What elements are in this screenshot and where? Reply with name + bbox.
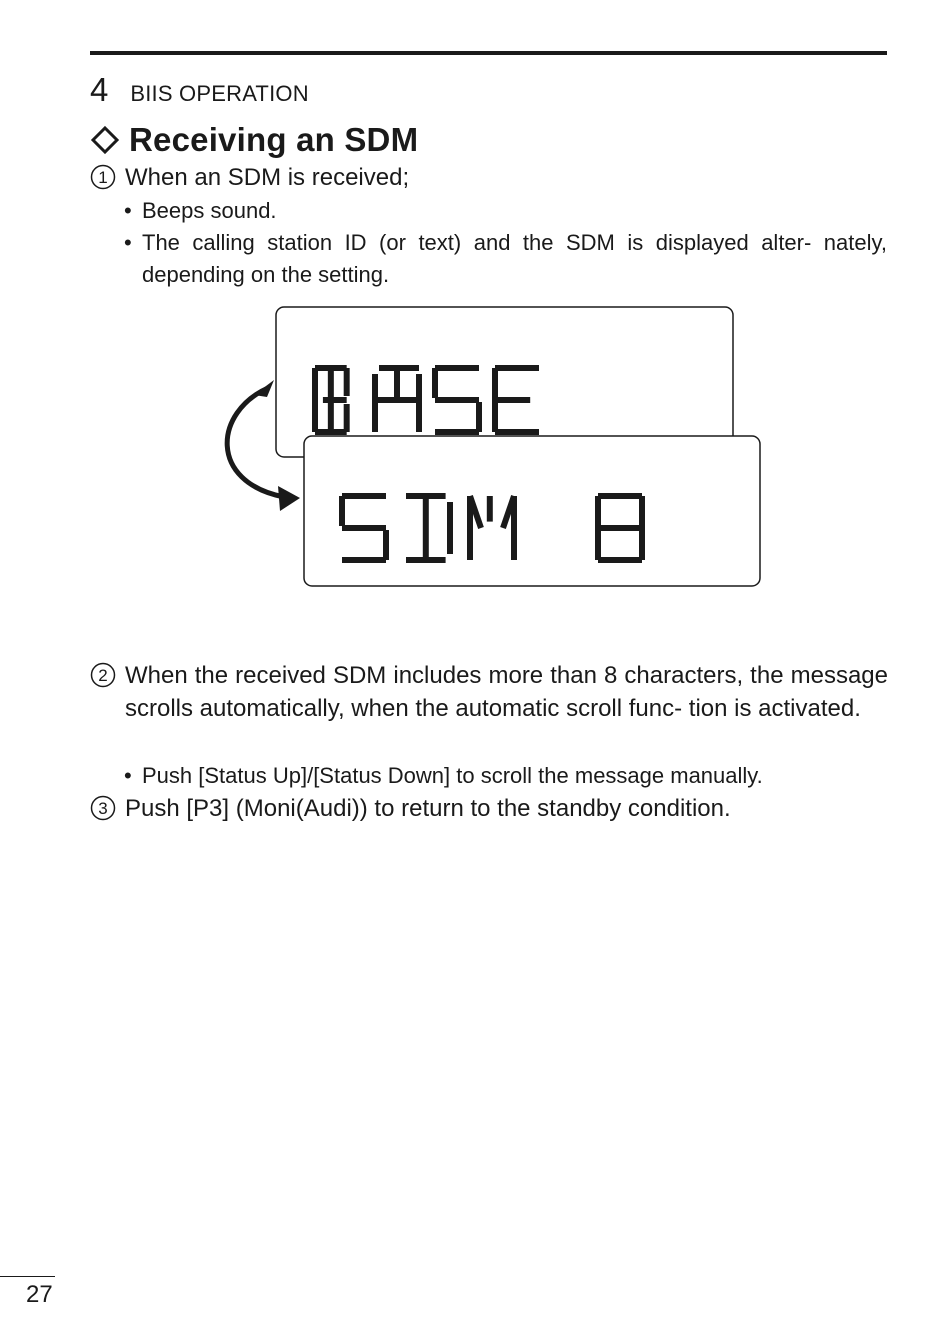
chapter-number: 4 xyxy=(90,71,109,108)
section-title: Receiving an SDM xyxy=(129,121,419,158)
bullet-dot: • xyxy=(124,230,132,255)
lcd-display-back xyxy=(276,307,733,457)
svg-text:2: 2 xyxy=(98,666,108,685)
step-marker xyxy=(90,662,116,688)
svg-text:1: 1 xyxy=(98,168,108,187)
page-number: 27 xyxy=(26,1281,53,1308)
chapter-title: BIIS OPERATION xyxy=(130,81,309,106)
lcd-display-figure xyxy=(210,300,770,600)
page-number-rule xyxy=(0,1276,55,1277)
step-text: When an SDM is received; xyxy=(125,164,410,191)
lcd-display-front xyxy=(304,436,760,586)
diamond-outline-icon xyxy=(90,125,120,155)
step-marker xyxy=(90,164,116,190)
svg-text:3: 3 xyxy=(98,799,108,818)
top-rule xyxy=(90,51,887,55)
section-heading xyxy=(90,121,418,159)
bullet-dot: • xyxy=(124,763,132,788)
step-text: When the received SDM includes more than 8 characters, the message scrolls automatically, when the automatic scroll func- tion is activated. xyxy=(125,662,888,722)
step-text: Push [P3] (Moni(Audi)) to return to the standby condition. xyxy=(125,795,731,822)
chapter-header xyxy=(90,72,309,108)
step-marker xyxy=(90,795,116,821)
bullet-text: Push [Status Up]/[Status Down] to scroll the message manually. xyxy=(142,763,763,788)
bullet-text: Beeps sound. xyxy=(142,198,277,223)
bullet-dot: • xyxy=(124,198,132,223)
bullet-text: The calling station ID (or text) and the SDM is displayed alter- nately, depending on the setting. xyxy=(142,230,887,287)
